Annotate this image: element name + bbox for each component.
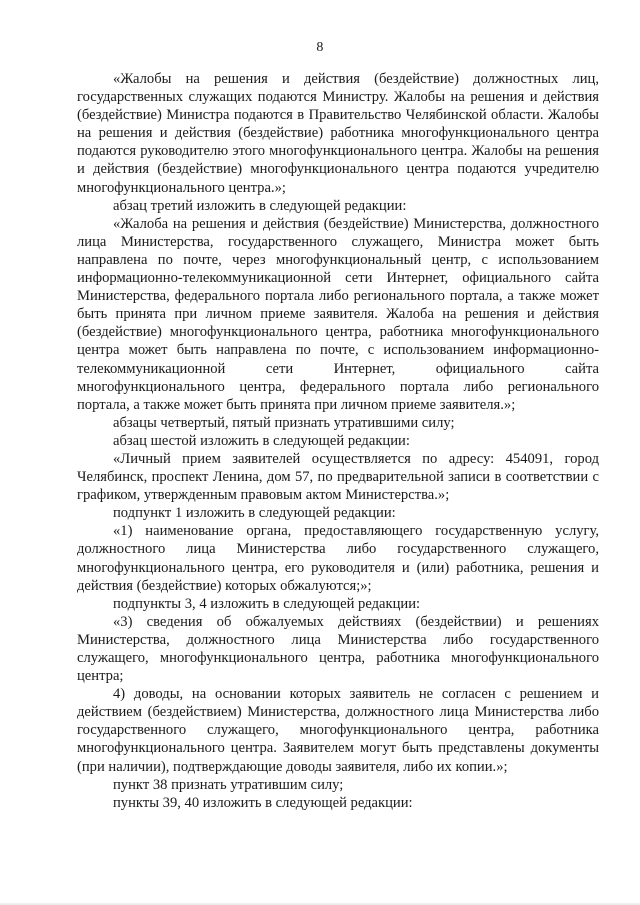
paragraph-amend-points-39-40: пункты 39, 40 изложить в следующей редакции: [113,794,413,811]
paragraph-complaints-addressees: «Жалобы на решения и действия (бездействие) должностных лиц, государственных служащих подаются Министру. Жалобы на решения и действия (бездействие) Министра подаются в Правительство Челябинской области. Жалобы на решения и действия (бездействие) работника многофункционального центра подаются руководителю этого многофункционального центра. Жалобы на решения и действия (бездействие) многофункционального центра подаются учредителю многофункционального центра.»; [77,71,599,196]
document-body [77,70,599,812]
paragraph-abzacs-repealed: абзацы четвертый, пятый признать утратившими силу; [113,414,455,431]
paragraph-amend-sixth-abzac: абзац шестой изложить в следующей редакции: [113,432,410,449]
paragraph-amend-third-abzac: абзац третий изложить в следующей редакции: [113,197,407,214]
paragraph-point-38-repealed: пункт 38 признать утратившим силу; [113,776,344,793]
paragraph-amend-subpoint-1: подпункт 1 изложить в следующей редакции: [113,505,396,522]
paragraph-amend-subpoints-3-4: подпункты 3, 4 изложить в следующей редакции: [113,595,421,612]
paragraph-complaint-submission: «Жалоба на решения и действия (бездействие) Министерства, должностного лица Министерства, государственного служащего, Министра может быть направлена по почте, через многофункциональный центр, с использованием информационно-телекоммуникационной сети Интернет, официального сайта Министерства, федерального портала либо регионального портала, а также может быть принята при личном приеме заявителя. Жалоба на решения и действия (бездействие) многофункционального центра, работника многофункционального центра может быть направлена по почте, с использованием информационно-телекоммуникационной сети Интернет, официального сайта многофункционального центра, федерального портала либо регионального портала, а также может быть принята при личном приеме заявителя.»; [77,215,599,413]
page-number: 8 [316,40,324,55]
paragraph-subpoint-3-text: «3) сведения об обжалуемых действиях (бездействии) и решениях Министерства, должностного лица Министерства либо государственного служащего, многофункционального центра, работника многофункционального центра; [77,613,599,685]
paragraph-personal-reception: «Личный прием заявителей осуществляется по адресу: 454091, город Челябинск, проспект Ленина, дом 57, по предварительной записи в соответствии с графиком, утвержденным правовым актом Министерства.»; [77,450,599,504]
paragraph-subpoint-4-text: 4) доводы, на основании которых заявитель не согласен с решением и действием (бездействием) Министерства, должностного лица Министерства либо государственного служащего, многофункционального центра, работника многофункционального центра. Заявителем могут быть представлены документы (при наличии), подтверждающие доводы заявителя, либо их копии.»; [77,686,599,775]
paragraph-subpoint-1-text: «1) наименование органа, предоставляющего государственную услугу, должностного лица Министерства либо государственного служащего, многофункционального центра, его руководителя и (или) работника, решения и действия (бездействие) которых обжалуются;»; [77,523,599,594]
